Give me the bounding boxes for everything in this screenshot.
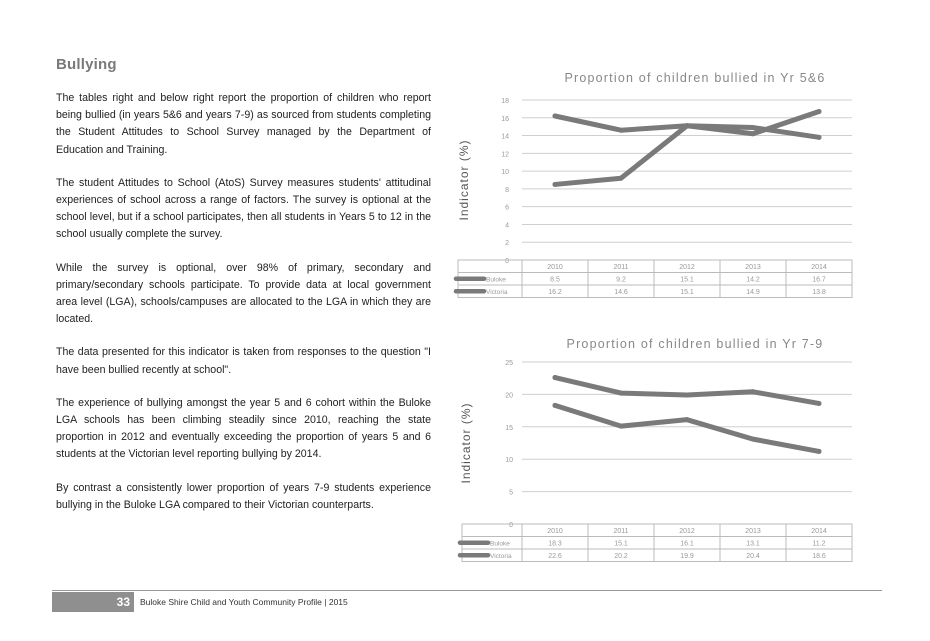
yr79-legend-label-victoria: Victoria (490, 552, 512, 560)
paragraph-participation: While the survey is optional, over 98% of primary, secondary and primary/secondary schools participate. To provide data at local government area level (LGA), schools/campuses are allocated to the LGA in which they are located. (56, 261, 431, 326)
paragraph-yr79-finding: By contrast a consistently lower proportion of years 7-9 students experience bullying in the Buloke LGA compared to their Victorian counterparts. (56, 481, 431, 511)
yr56-value-buloke-2012: 15.1 (680, 276, 694, 284)
yr79-xtick-2010: 2010 (547, 528, 563, 535)
yr56-title: Proportion of children bullied in Yr 5&6 (564, 71, 826, 85)
yr56-ylabel: Indicator (%) (457, 139, 471, 221)
yr79-point-buloke-2014 (817, 449, 822, 454)
yr79-point-buloke-2010 (553, 403, 558, 408)
yr79-value-buloke-2013: 13.1 (746, 540, 760, 548)
yr56-value-buloke-2010: 8.5 (550, 276, 560, 284)
yr79-value-victoria-2012: 19.9 (680, 552, 694, 560)
yr56-ytick-18: 18 (501, 98, 509, 105)
yr79-ytick-20: 20 (505, 392, 513, 400)
yr79-point-buloke-2012 (685, 417, 690, 422)
yr79-point-victoria-2013 (751, 389, 756, 394)
yr79-ytick-5: 5 (509, 489, 513, 497)
yr56-ytick-2: 2 (505, 240, 509, 248)
yr79-value-victoria-2014: 18.6 (812, 552, 826, 560)
yr79-point-victoria-2014 (817, 401, 822, 406)
yr56-ytick-0: 0 (505, 258, 509, 265)
yr79-xtick-2013: 2013 (745, 528, 761, 535)
yr56-value-victoria-2013: 14.9 (746, 288, 760, 296)
yr79-point-victoria-2012 (685, 393, 690, 398)
yr79-xtick-2011: 2011 (613, 528, 629, 535)
yr79-point-buloke-2013 (751, 437, 756, 442)
yr56-ytick-12: 12 (501, 151, 509, 159)
yr79-table-border (462, 524, 852, 562)
yr79-ytick-15: 15 (505, 424, 513, 432)
yr56-ytick-4: 4 (505, 222, 509, 230)
paragraph-atos: The student Attitudes to School (AtoS) Survey measures students' attitudinal experiences of school across a range of factors. The survey is optional at the school level, but if a school participates, then all students in Years 5 to 12 in the school usually complete the survey. (56, 176, 431, 241)
yr79-ytick-0: 0 (509, 522, 513, 529)
paragraph-yr56-finding: The experience of bullying amongst the year 5 and 6 cohort within the Buloke LGA schools has been climbing steadily since 2010, reaching the state proportion in 2012 and eventually exceeding the proportion of years 5 and 6 students at the Victorian level reporting bullying by 2014. (56, 396, 431, 461)
yr56-xtick-2010: 2010 (547, 264, 563, 271)
yr56-legend-label-buloke: Buloke (486, 276, 506, 284)
yr56-value-victoria-2010: 16.2 (548, 288, 562, 296)
yr56-ytick-10: 10 (501, 169, 509, 177)
yr56-xtick-2014: 2014 (811, 264, 827, 271)
yr79-value-victoria-2010: 22.6 (548, 552, 562, 560)
yr56-ytick-14: 14 (501, 133, 509, 141)
yr56-value-buloke-2011: 9.2 (616, 276, 626, 284)
yr79-value-buloke-2012: 16.1 (680, 540, 694, 548)
yr56-value-buloke-2014: 16.7 (812, 276, 826, 284)
yr79-xtick-2012: 2012 (679, 528, 695, 535)
yr56-value-victoria-2011: 14.6 (614, 288, 628, 296)
yr56-xtick-2011: 2011 (613, 264, 629, 271)
yr56-value-victoria-2014: 13.8 (812, 288, 826, 296)
yr79-ytick-25: 25 (505, 360, 513, 367)
yr56-ytick-6: 6 (505, 204, 509, 212)
footer-text: Buloke Shire Child and Youth Community Profile | 2015 (140, 597, 348, 607)
yr56-xtick-2013: 2013 (745, 264, 761, 271)
paragraph-intro: The tables right and below right report the proportion of children who report being bullied (in years 5&6 and years 7-9) as sourced from students completing the Student Attitudes to School Survey managed by the Department of Education and Training. (56, 92, 431, 156)
page-heading: Bullying (56, 56, 117, 73)
yr56-xtick-2012: 2012 (679, 264, 695, 271)
yr79-value-buloke-2010: 18.3 (548, 540, 562, 548)
yr79-value-buloke-2014: 11.2 (812, 540, 826, 548)
yr79-value-victoria-2013: 20.4 (746, 552, 760, 560)
yr79-value-buloke-2011: 15.1 (614, 540, 628, 548)
yr79-value-victoria-2011: 20.2 (614, 552, 628, 560)
yr56-ytick-8: 8 (505, 186, 509, 194)
footer-divider (52, 590, 882, 591)
yr56-legend-label-victoria: Victoria (486, 288, 508, 296)
yr79-series-line-buloke (555, 405, 819, 451)
yr56-value-buloke-2013: 14.2 (746, 276, 760, 284)
yr56-ytick-16: 16 (501, 115, 509, 123)
paragraph-question: The data presented for this indicator is taken from responses to the question "I have been bullied recently at school". (56, 346, 431, 376)
yr79-title: Proportion of children bullied in Yr 7-9 (566, 337, 824, 351)
yr79-legend-label-buloke: Buloke (490, 540, 510, 548)
yr79-ytick-10: 10 (505, 457, 513, 465)
page-number: 33 (52, 592, 134, 612)
yr56-value-victoria-2012: 15.1 (680, 288, 694, 296)
yr79-series-line-victoria (555, 378, 819, 404)
yr79-ylabel: Indicator (%) (459, 402, 473, 484)
yr79-point-buloke-2011 (619, 424, 624, 429)
yr79-xtick-2014: 2014 (811, 528, 827, 535)
yr79-point-victoria-2011 (619, 391, 624, 396)
yr79-point-victoria-2010 (553, 375, 558, 380)
